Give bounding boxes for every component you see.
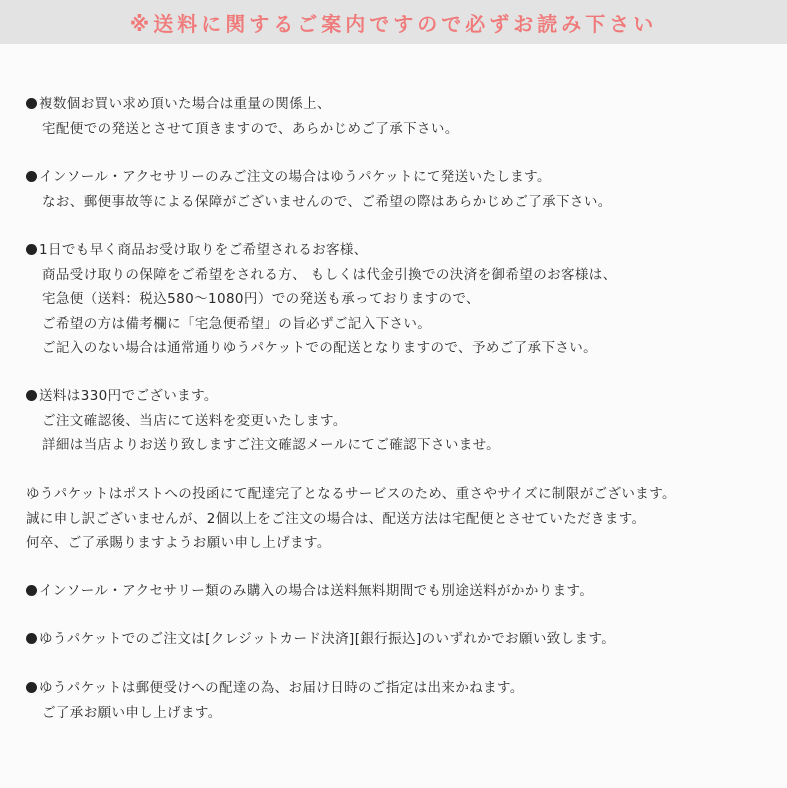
notice-line: 宅急便（送料：税込580〜1080円）での発送も承っておりますので、 <box>42 291 480 307</box>
notice-line <box>26 92 459 117</box>
notice-text: 送料は330円でございます。 <box>39 388 218 404</box>
bullet-icon <box>26 633 37 644</box>
notice-text: 1日でも早く商品お受け取りをご希望されるお客様、 <box>39 242 368 258</box>
notice-line: ご注文確認後、当店にて送料を変更いたします。 <box>42 412 347 429</box>
bullet-icon <box>26 585 37 596</box>
bullet-icon <box>26 98 37 109</box>
notice-line: ご希望の方は備考欄に「宅急便希望」の旨必ずご記入下さい。 <box>42 315 432 332</box>
bullet-icon <box>26 682 37 693</box>
bullet-icon <box>26 244 37 255</box>
notice-line <box>26 165 612 190</box>
notice-text: ゆうパケットでのご注文は[クレジットカード決済][銀行振込]のいずれかでお願い致します。 <box>39 631 616 647</box>
notice-shipping-fee <box>26 384 500 458</box>
notice-payment-methods <box>26 627 615 652</box>
notice-line <box>26 676 524 701</box>
notice-line: ご記入のない場合は通常通りゆうパケットでの配送となりますので、予めご了承下さい。 <box>42 340 598 356</box>
notice-text: インソール・アクセサリーのみご注文の場合はゆうパケットにて発送いたします。 <box>39 169 551 185</box>
notice-line: 何卒、ご了承賜りますようお願い申し上げます。 <box>26 535 331 551</box>
notice-line <box>26 579 593 604</box>
notice-free-shipping-exception <box>26 579 593 604</box>
notice-line: 宅配便での発送とさせて頂きますので、あらかじめご了承下さい。 <box>42 120 459 137</box>
notice-line: ゆうパケットはポストへの投函にて配達完了となるサービスのため、重さやサイズに制限がございます。 <box>26 486 676 502</box>
notice-line <box>26 238 617 263</box>
notice-express-delivery <box>26 238 617 361</box>
notice-line: 商品受け取りの保障をご希望をされる方、 もしくは代金引換での決済を御希望のお客様は、 <box>42 266 617 283</box>
notice-text: 複数個お買い求め頂いた場合は重量の関係上、 <box>39 96 331 112</box>
bullet-icon <box>26 390 37 401</box>
notice-line: ご了承お願い申し上げます。 <box>42 704 222 721</box>
notice-delivery-date <box>26 676 524 725</box>
notice-header <box>0 0 787 44</box>
notice-line <box>26 384 500 409</box>
notice-line: 誠に申し訳ございませんが、2個以上をご注文の場合は、配送方法は宅配便とさせていただきます。 <box>26 510 646 527</box>
notice-line: 詳細は当店よりお送り致しますご注文確認メールにてご確認下さいませ。 <box>42 437 501 453</box>
notice-multiple-items <box>26 92 459 141</box>
notice-text: ゆうパケットは郵便受けへの配達の為、お届け日時のご指定は出来かねます。 <box>39 680 524 696</box>
notice-insole-accessory-packet <box>26 165 612 214</box>
page-title: ※送料に関するご案内ですので必ずお読み下さい <box>129 11 658 36</box>
notice-line <box>26 627 615 652</box>
notice-text: インソール・アクセサリー類のみ購入の場合は送料無料期間でも別途送料がかかります。 <box>39 583 594 599</box>
notice-line: なお、郵便事故等による保障がございませんので、ご希望の際はあらかじめご了承下さい。 <box>42 193 612 210</box>
notice-packet-limits <box>26 482 676 556</box>
bullet-icon <box>26 171 37 182</box>
